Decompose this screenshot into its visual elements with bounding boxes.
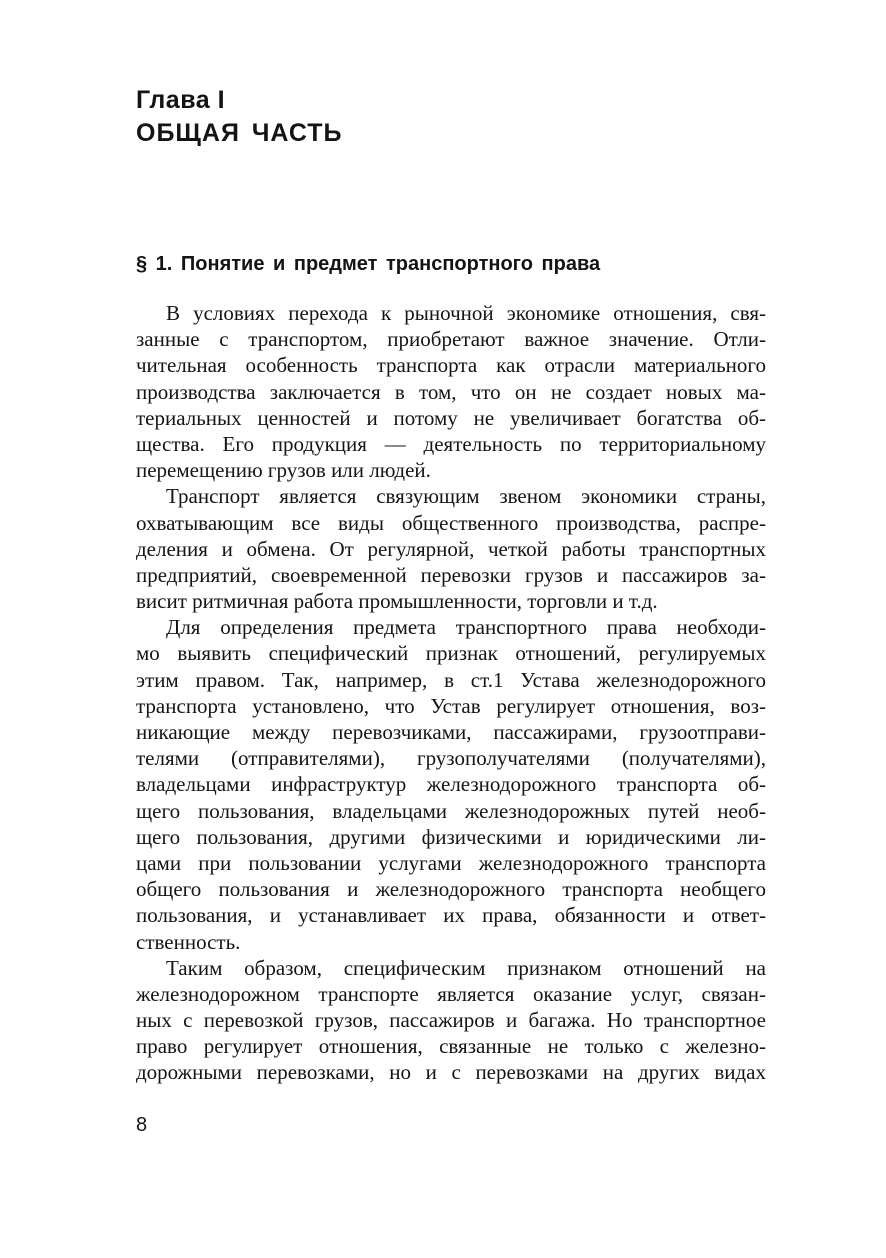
text-line: железнодорожном транспорте является оказание услуг, связан- bbox=[136, 981, 766, 1006]
text-line: транспорта установлено, что Устав регулирует отношения, воз- bbox=[136, 693, 766, 718]
text-line: висит ритмичная работа промышленности, торговли и т.д. bbox=[136, 589, 658, 614]
text-line: никающие между перевозчиками, пассажирами, грузоотправи- bbox=[136, 720, 766, 744]
text-line: дорожными перевозками, но и с перевозками на других видах bbox=[136, 1060, 766, 1085]
section-heading: § 1. Понятие и предмет транспортного права bbox=[136, 253, 601, 275]
text-line: В условиях перехода к рыночной экономике отношения, свя- bbox=[166, 301, 766, 325]
text-line: щего пользования, владельцами железнодорожных путей необ- bbox=[136, 798, 766, 823]
text-line: перемещению грузов или людей. bbox=[136, 458, 431, 483]
text-line: мо выявить специфический признак отношений, регулируемых bbox=[136, 641, 766, 666]
text-line: цами при пользовании услугами железнодорожного транспорта bbox=[136, 850, 766, 875]
paragraph bbox=[136, 300, 766, 483]
text-line: ных с перевозкой грузов, пассажиров и багажа. Но транспортное bbox=[136, 1008, 766, 1033]
text-line: чительная особенность транспорта как отрасли материального bbox=[136, 353, 766, 378]
text-line: охватывающим все виды общественного производства, распре- bbox=[136, 510, 766, 535]
text-line: право регулирует отношения, связанные не только с железно- bbox=[136, 1034, 766, 1059]
text-line: щества. Его продукция — деятельность по территориальному bbox=[136, 431, 766, 456]
text-line: производства заключается в том, что он не создает новых ма- bbox=[136, 379, 766, 404]
text-line: этим правом. Так, например, в ст.1 Устава железнодорожного bbox=[136, 667, 766, 692]
text-line: владельцами инфраструктур железнодорожного транспорта об- bbox=[136, 772, 766, 797]
text-line: Таким образом, специфическим признаком отношений на bbox=[166, 955, 766, 980]
text-line: деления и обмена. От регулярной, четкой работы транспортных bbox=[136, 536, 766, 561]
text-line: занные с транспортом, приобретают важное значение. Отли- bbox=[136, 327, 766, 352]
paragraph bbox=[136, 955, 766, 1086]
chapter-title: ОБЩАЯ ЧАСТЬ bbox=[136, 119, 343, 147]
text-line: щего пользования, другими физическими и юридическими ли- bbox=[136, 824, 766, 849]
text-line: пользования, и устанавливает их права, обязанности и ответ- bbox=[136, 903, 766, 928]
paragraph bbox=[136, 483, 766, 614]
text-line: общего пользования и железнодорожного транспорта необщего bbox=[136, 877, 766, 902]
paragraph bbox=[136, 614, 766, 954]
text-line: териальных ценностей и потому не увеличивает богатства об- bbox=[136, 405, 766, 430]
chapter-label: Глава I bbox=[136, 86, 226, 114]
page-number: 8 bbox=[136, 1114, 148, 1136]
text-line: Для определения предмета транспортного права необходи- bbox=[166, 615, 766, 640]
text-line: телями (отправителями), грузополучателями (получателями), bbox=[136, 746, 766, 771]
text-line: предприятий, своевременной перевозки грузов и пассажиров за- bbox=[136, 562, 766, 587]
text-line: Транспорт является связующим звеном экономики страны, bbox=[166, 484, 766, 509]
text-line: ственность. bbox=[136, 929, 241, 954]
body-text bbox=[136, 300, 766, 1086]
